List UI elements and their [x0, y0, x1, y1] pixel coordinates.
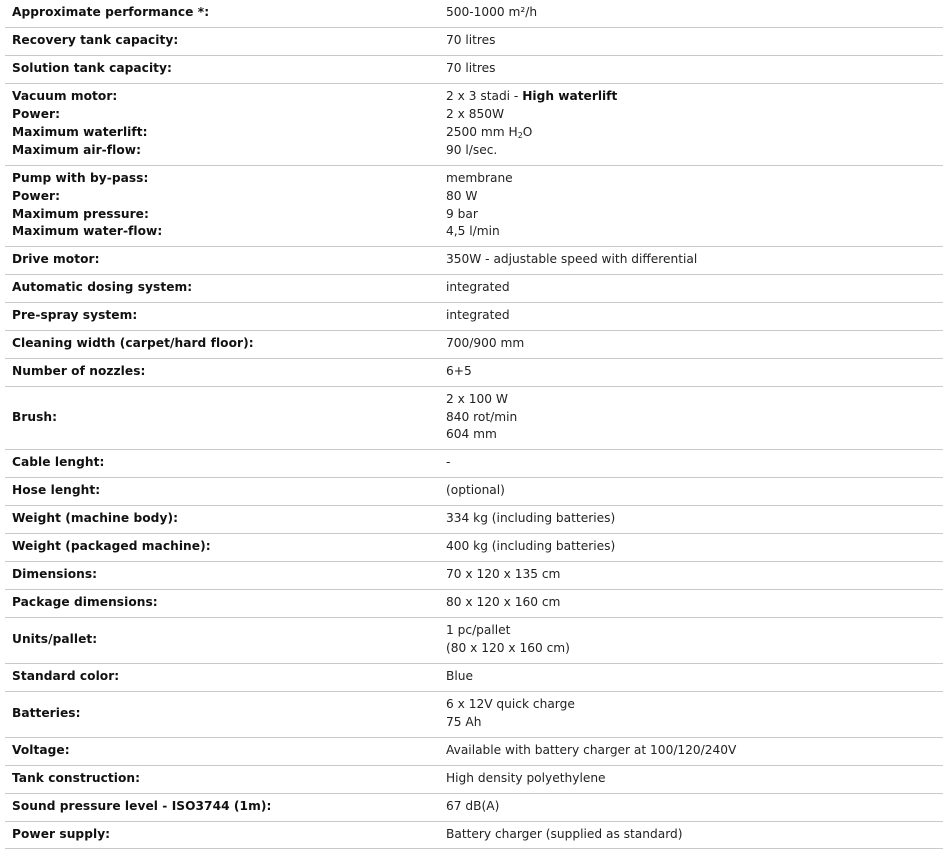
spec-value: High density polyethylene [446, 771, 606, 786]
spec-value: integrated [446, 280, 510, 295]
spec-value-cell [440, 561, 943, 589]
spec-label: Dimensions: [12, 567, 98, 582]
spec-label-cell [5, 663, 440, 691]
spec-label: Recovery tank capacity: [12, 33, 179, 48]
spec-label-cell [5, 449, 440, 477]
spec-row [5, 505, 943, 533]
spec-label-cell [5, 793, 440, 821]
spec-label-cell [5, 691, 440, 737]
spec-value: 6 x 12V quick charge [446, 697, 575, 712]
spec-label-cell [5, 0, 440, 27]
spec-value: 67 dB(A) [446, 799, 500, 814]
spec-value: 70 litres [446, 33, 496, 48]
spec-label: Drive motor: [12, 252, 100, 267]
spec-value: integrated [446, 308, 510, 323]
spec-value-cell [440, 821, 943, 848]
spec-label-cell [5, 330, 440, 358]
spec-value [446, 124, 943, 142]
spec-label: Approximate performance *: [12, 5, 210, 20]
spec-label: Batteries: [12, 706, 81, 721]
spec-label: Power: [12, 188, 61, 203]
spec-row [5, 533, 943, 561]
spec-label-cell [5, 386, 440, 449]
spec-value-cell [440, 302, 943, 330]
spec-label: Cable lenght: [12, 455, 105, 470]
spec-value: 80 x 120 x 160 cm [446, 595, 561, 610]
spec-label: Voltage: [12, 743, 70, 758]
spec-label-cell [5, 477, 440, 505]
spec-row [5, 449, 943, 477]
spec-label-cell [5, 246, 440, 274]
spec-label: Solution tank capacity: [12, 61, 172, 76]
spec-label-cell [5, 165, 440, 246]
spec-label-cell [5, 821, 440, 848]
spec-value: (optional) [446, 483, 505, 498]
spec-label-cell [5, 27, 440, 55]
spec-value-cell [440, 55, 943, 83]
spec-value-bold: High waterlift [522, 89, 618, 104]
spec-label: Maximum waterlift: [12, 125, 148, 139]
spec-value: 9 bar [446, 206, 478, 221]
spec-label: Sound pressure level - ISO3744 (1m): [12, 799, 272, 814]
spec-label: Cleaning width (carpet/hard floor): [12, 336, 254, 351]
spec-label: Power: [12, 107, 61, 122]
spec-value-cell [440, 83, 943, 165]
spec-label: Maximum pressure: [12, 206, 149, 221]
spec-value: Available with battery charger at 100/120/240V [446, 743, 737, 758]
spec-label-cell [5, 505, 440, 533]
spec-label: Units/pallet: [12, 632, 98, 647]
spec-row [5, 330, 943, 358]
spec-label: Package dimensions: [12, 595, 158, 610]
spec-label: Pump with by-pass: [12, 170, 149, 185]
spec-value: 1 pc/pallet [446, 623, 511, 638]
spec-row [5, 302, 943, 330]
spec-label: Tank construction: [12, 771, 141, 786]
spec-row [5, 691, 943, 737]
spec-label: Weight (packaged machine): [12, 539, 211, 554]
spec-row [5, 561, 943, 589]
spec-value: 2 x 850W [446, 107, 505, 122]
spec-value: 334 kg (including batteries) [446, 511, 616, 526]
spec-row [5, 358, 943, 386]
spec-value-cell [440, 765, 943, 793]
spec-label-cell [5, 274, 440, 302]
spec-value-cell [440, 477, 943, 505]
spec-value-cell [440, 589, 943, 617]
spec-value-cell [440, 386, 943, 449]
spec-label: Power supply: [12, 826, 111, 841]
spec-value: 4,5 l/min [446, 224, 500, 239]
spec-row [5, 793, 943, 821]
spec-label-cell [5, 533, 440, 561]
spec-row [5, 821, 943, 848]
spec-value-cell [440, 793, 943, 821]
spec-value-cell [440, 533, 943, 561]
spec-label-cell [5, 589, 440, 617]
spec-value-part: 2 x 3 stadi - [446, 89, 523, 104]
spec-value-part: 2500 mm H [446, 125, 518, 139]
spec-row [5, 55, 943, 83]
spec-label: Maximum water-flow: [12, 224, 163, 239]
spec-label: Maximum air-flow: [12, 142, 142, 157]
spec-value-cell [440, 663, 943, 691]
spec-row [5, 165, 943, 246]
spec-label-cell [5, 55, 440, 83]
spec-label: Hose lenght: [12, 483, 101, 498]
spec-value-cell [440, 617, 943, 663]
spec-label: Standard color: [12, 669, 120, 684]
spec-value-cell [440, 505, 943, 533]
spec-row [5, 477, 943, 505]
spec-label-cell [5, 561, 440, 589]
spec-value-cell [440, 246, 943, 274]
spec-value-cell [440, 737, 943, 765]
spec-value-cell [440, 330, 943, 358]
spec-value-cell [440, 165, 943, 246]
spec-value: 840 rot/min [446, 409, 518, 424]
spec-label: Weight (machine body): [12, 511, 178, 526]
spec-label-cell [5, 83, 440, 165]
spec-value: Battery charger (supplied as standard) [446, 826, 683, 841]
spec-value-cell [440, 358, 943, 386]
spec-label: Pre-spray system: [12, 308, 138, 323]
spec-value-cell [440, 0, 943, 27]
spec-value: 6+5 [446, 364, 472, 379]
spec-value: 90 l/sec. [446, 142, 498, 157]
spec-row [5, 737, 943, 765]
spec-value: 80 W [446, 188, 478, 203]
spec-value: 700/900 mm [446, 336, 525, 351]
spec-label: Brush: [12, 409, 58, 424]
spec-label-cell [5, 617, 440, 663]
spec-value: 2 x 100 W [446, 391, 508, 406]
spec-row [5, 83, 943, 165]
spec-row [5, 274, 943, 302]
spec-value-part: O [522, 125, 533, 139]
spec-label-cell [5, 358, 440, 386]
spec-label: Automatic dosing system: [12, 280, 193, 295]
spec-value-cell [440, 691, 943, 737]
spec-value: 70 litres [446, 61, 496, 76]
spec-row [5, 27, 943, 55]
spec-row [5, 765, 943, 793]
spec-row [5, 386, 943, 449]
spec-value: (80 x 120 x 160 cm) [446, 641, 570, 655]
spec-label-cell [5, 737, 440, 765]
spec-value: 604 mm [446, 427, 497, 442]
spec-value: 500-1000 m²/h [446, 5, 538, 20]
spec-value [446, 88, 943, 106]
spec-label: Number of nozzles: [12, 364, 146, 379]
spec-value-cell [440, 449, 943, 477]
spec-value: Blue [446, 669, 473, 684]
spec-row [5, 617, 943, 663]
spec-label-cell [5, 765, 440, 793]
spec-row [5, 589, 943, 617]
spec-value: 75 Ah [446, 715, 482, 729]
spec-row [5, 663, 943, 691]
spec-label-cell [5, 302, 440, 330]
spec-value: 350W - adjustable speed with differential [446, 252, 698, 267]
spec-value-cell [440, 274, 943, 302]
spec-row [5, 246, 943, 274]
spec-table [5, 0, 943, 849]
spec-value: 400 kg (including batteries) [446, 539, 616, 554]
spec-value: 70 x 120 x 135 cm [446, 567, 561, 582]
spec-value: - [446, 455, 451, 470]
spec-row [5, 0, 943, 27]
spec-value: membrane [446, 170, 513, 185]
spec-value-cell [440, 27, 943, 55]
spec-value-subscript: 2 [517, 131, 523, 140]
spec-label: Vacuum motor: [12, 89, 118, 104]
